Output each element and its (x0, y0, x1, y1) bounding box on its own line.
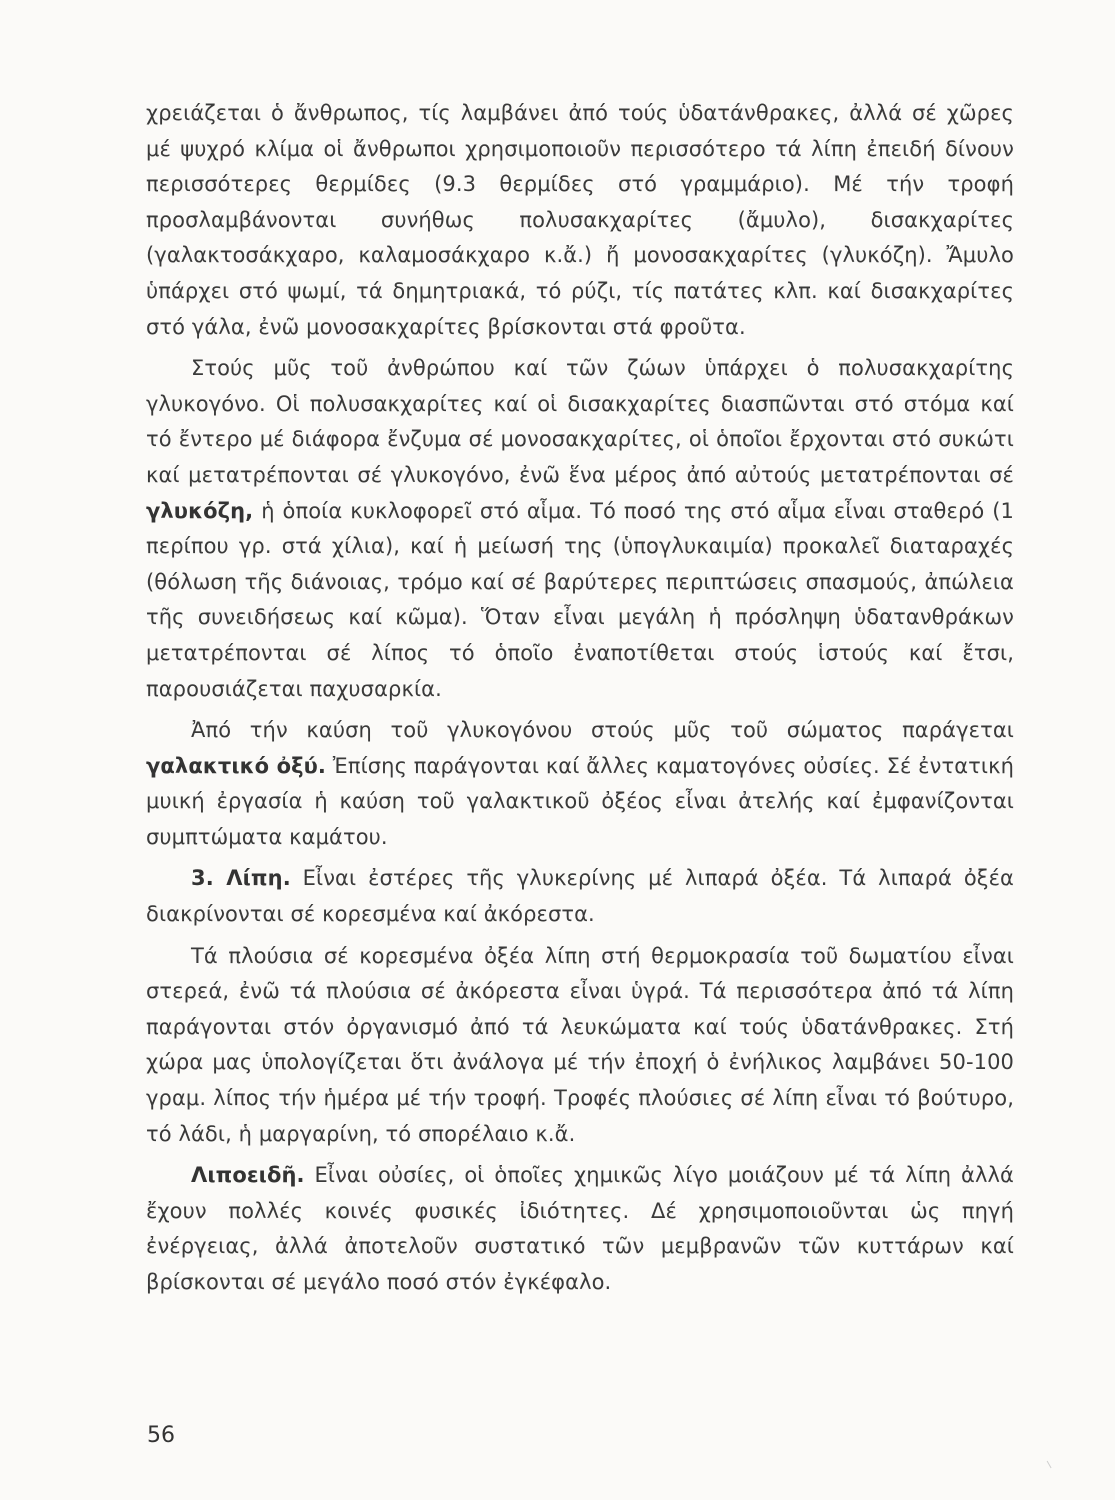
term-glucose: γλυκόζη, (146, 498, 254, 523)
paragraph-fats-heading: 3. Λίπη. Εἶναι ἐστέρες τῆς γλυκερίνης μέ λιπαρά ὀξέα. Τά λιπαρά ὀξέα διακρίνονται σέ κορεσμένα καί ἀκόρεστα. (146, 866, 1014, 927)
paragraph-lactic-acid: Ἀπό τήν καύση τοῦ γλυκογόνου στούς μῦς τοῦ σώματος παράγεται γαλακτικό ὀξύ. Ἐπίσης παράγονται καί ἄλλες καματογόνες οὐσίες. Σέ ἐντατική μυική ἐργασία ἡ καύση τοῦ γαλακτικοῦ ὀξέος εἶναι ἀτελής καί ἐμφανίζονται συμπτώματα καμάτου. (146, 718, 1014, 849)
paragraph-saturated-fats: Τά πλούσια σέ κορεσμένα ὀξέα λίπη στή θερμοκρασία τοῦ δωματίου εἶναι στερεά, ἐνῶ τά πλούσια σέ ἀκόρεστα εἶναι ὑγρά. Τά περισσότερα ἀπό τά λίπη παράγονται στόν ὀργανισμό ἀπό τά λευκώματα καί τούς ὑδατάνθρακες. Στή χώρα μας ὑπολογίζεται ὅτι ἀνάλογα μέ τήν ἐποχή ὁ ἐνήλικος λαμβάνει 50-100 γραμ. λίπος τήν ἡμέρα μέ τήν τροφή. Τροφές πλούσιες σέ λίπη εἶναι τό βούτυρο, τό λάδι, ἡ μαργαρίνη, τό σπορέλαιο κ.ἄ. (146, 943, 1014, 1146)
term-lipoids: Λιποειδῆ. (191, 1163, 305, 1188)
paragraph-carbohydrates-intro: χρειάζεται ὁ ἄνθρωπος, τίς λαμβάνει ἀπό τούς ὑδατάνθρακες, ἀλλά σέ χῶρες μέ ψυχρό κλίμα οἱ ἄνθρωποι χρησιμοποιοῦν περισσότερο τά λίπη ἐπειδή δίνουν περισσότερες θερμίδες (9.3 θερμίδες στό γραμμάριο). Μέ τήν τροφή προσλαμβάνονται συνήθως πολυσακχαρίτες (ἄμυλο), δισακχαρίτες (γαλακτοσάκχαρο, καλαμοσάκχαρο κ.ἄ.) ἤ μονοσακχαρίτες (γλυκόζη). Ἄμυλο ὑπάρχει στό ψωμί, τά δημητριακά, τό ρύζι, τίς πατάτες κλπ. καί δισακχαρίτες στό γάλα, ἐνῶ μονοσακχαρίτες βρίσκονται στά φροῦτα. (146, 101, 1014, 339)
page-number: 56 (147, 1423, 175, 1448)
section-heading-fats: 3. Λίπη. (191, 866, 291, 891)
term-lactic-acid: γαλακτικό ὀξύ. (146, 753, 327, 778)
page-body (146, 96, 1014, 1307)
paragraph-lipoids: Λιποειδῆ. Εἶναι οὐσίες, οἱ ὁποῖες χημικῶς λίγο μοιάζουν μέ τά λίπη ἀλλά ἔχουν πολλές κοινές φυσικές ἰδιότητες. Δέ χρησιμοποιοῦνται ὡς πηγή ἐνέργειας, ἀλλά ἀποτελοῦν συστατικό τῶν μεμβρανῶν τῶν κυττάρων καί βρίσκονται σέ μεγάλο ποσό στόν ἐγκέφαλο. (146, 1163, 1014, 1294)
scan-mark (1041, 1461, 1051, 1471)
paragraph-glycogen: Στούς μῦς τοῦ ἀνθρώπου καί τῶν ζώων ὑπάρχει ὁ πολυσακχαρίτης γλυκογόνο. Οἱ πολυσακχαρίτες καί οἱ δισακχαρίτες διασπῶνται στό στόμα καί τό ἔντερο μέ διάφορα ἔνζυμα σέ μονοσακχαρίτες, οἱ ὁποῖοι ἔρχονται στό συκώτι καί μετατρέπονται σέ γλυκογόνο, ἐνῶ ἕνα μέρος ἀπό αὐτούς μετατρέπονται σέ γλυκόζη, ἡ ὁποία κυκλοφορεῖ στό αἷμα. Τό ποσό της στό αἷμα εἶναι σταθερό (1 περίπου γρ. στά χίλια), καί ἡ μείωσή της (ὑπογλυκαιμία) προκαλεῖ διαταραχές (θόλωση τῆς διάνοιας, τρόμο καί σέ βαρύτερες περιπτώσεις σπασμούς, ἀπώλεια τῆς συνειδήσεως καί κῶμα). Ὅταν εἶναι μεγάλη ἡ πρόσληψη ὑδατανθράκων μετατρέπονται σέ λίπος τό ὁποῖο ἐναποτίθεται στούς ἱστούς καί ἔτσι, παρουσιάζεται παχυσαρκία. (146, 356, 1015, 701)
